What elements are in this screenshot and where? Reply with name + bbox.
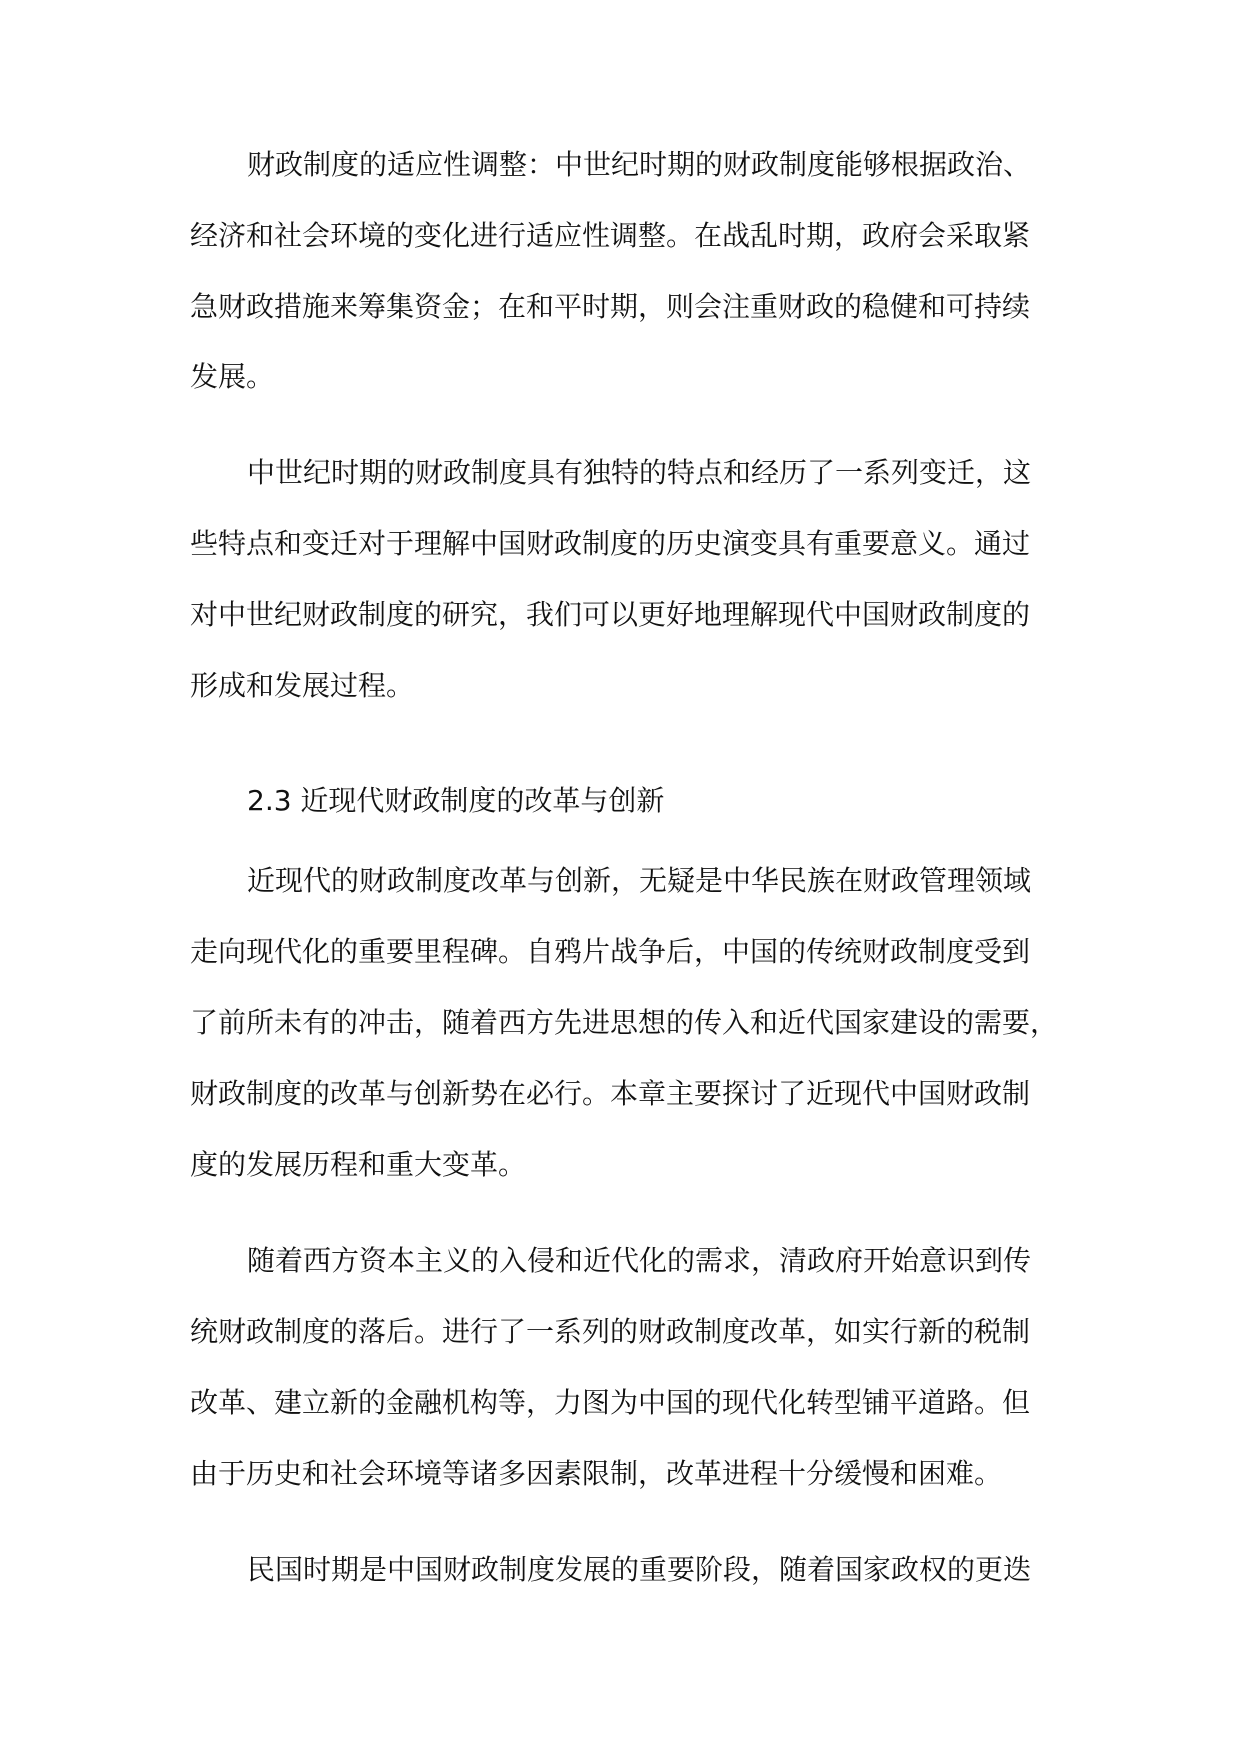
- paragraph-line: 民国时期是中国财政制度发展的重要阶段，随着国家政权的更迭: [247, 1553, 1032, 1586]
- paragraph-line: 急财政措施来筹集资金；在和平时期，则会注重财政的稳健和可持续: [190, 290, 1031, 323]
- paragraph-line: 走向现代化的重要里程碑。自鸦片战争后，中国的传统财政制度受到: [190, 935, 1031, 968]
- paragraph-line: 改革、建立新的金融机构等，力图为中国的现代化转型铺平道路。但: [190, 1386, 1031, 1419]
- paragraph-line: 对中世纪财政制度的研究，我们可以更好地理解现代中国财政制度的: [190, 598, 1031, 631]
- paragraph-line: 中世纪时期的财政制度具有独特的特点和经历了一系列变迁，这: [247, 456, 1032, 489]
- paragraph-line: 财政制度的改革与创新势在必行。本章主要探讨了近现代中国财政制: [190, 1077, 1031, 1110]
- paragraph-line: 了前所未有的冲击，随着西方先进思想的传入和近代国家建设的需要，: [190, 1006, 1059, 1039]
- paragraph-line: 形成和发展过程。: [190, 669, 415, 702]
- paragraph-line: 财政制度的适应性调整：中世纪时期的财政制度能够根据政治、: [247, 148, 1032, 181]
- section-heading: 2.3 近现代财政制度的改革与创新: [247, 784, 665, 817]
- paragraph-line: 近现代的财政制度改革与创新，无疑是中华民族在财政管理领域: [247, 864, 1032, 897]
- paragraph-line: 统财政制度的落后。进行了一系列的财政制度改革，如实行新的税制: [190, 1315, 1031, 1348]
- paragraph-line: 些特点和变迁对于理解中国财政制度的历史演变具有重要意义。通过: [190, 527, 1031, 560]
- paragraph-line: 度的发展历程和重大变革。: [190, 1148, 527, 1181]
- paragraph-line: 随着西方资本主义的入侵和近代化的需求，清政府开始意识到传: [247, 1244, 1032, 1277]
- paragraph-line: 发展。: [190, 360, 275, 393]
- paragraph-line: 由于历史和社会环境等诸多因素限制，改革进程十分缓慢和困难。: [190, 1457, 1003, 1490]
- paragraph-line: 经济和社会环境的变化进行适应性调整。在战乱时期，政府会采取紧: [190, 219, 1031, 252]
